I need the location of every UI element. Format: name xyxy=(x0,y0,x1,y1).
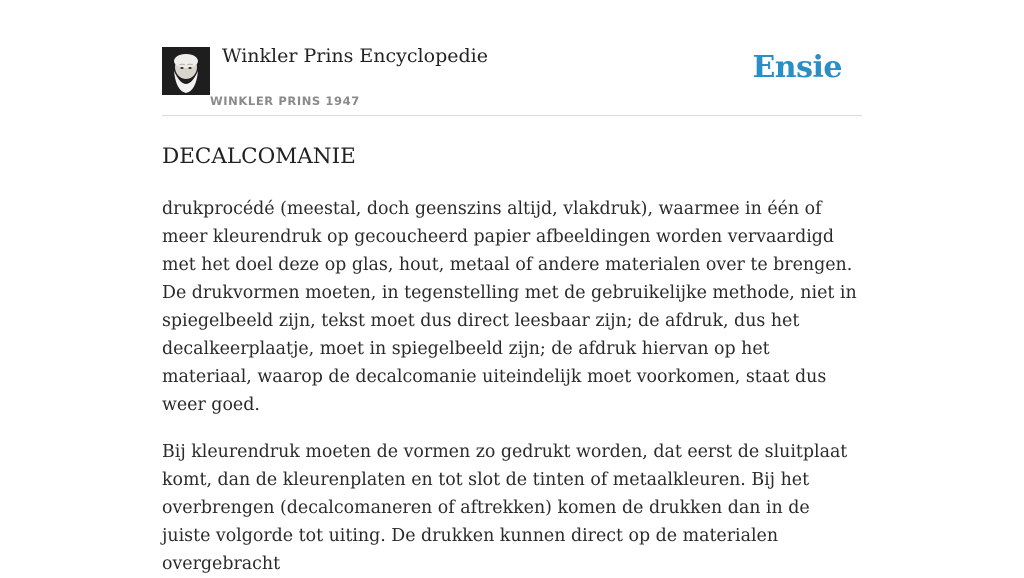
source-title[interactable]: Winkler Prins Encyclopedie xyxy=(222,45,488,67)
article-paragraph: drukprocédé (meestal, doch geenszins altijd, vlakdruk), waarmee in één of meer kleurendruk op gecoucheerd papier afbeeldingen worden vervaardigd met het doel deze op glas, hout, metaal of andere materialen over te brengen. De drukvormen moeten, in tegenstelling met de gebruikelijke methode, niet in spiegelbeeld zijn, tekst moet dus direct leesbaar zijn; de afdruk, dus het decalkeerplaatje, moet in spiegelbeeld zijn; de afdruk hiervan op het materiaal, waarop de decalcomanie uiteindelijk moet voorkomen, staat dus weer goed. xyxy=(162,199,857,415)
brand-logo[interactable]: Ensie xyxy=(752,50,842,85)
source-subtitle: WINKLER PRINS 1947 xyxy=(210,94,360,108)
article-title: DECALCOMANIE xyxy=(162,144,356,169)
source-header xyxy=(162,0,862,116)
content-column xyxy=(162,0,862,578)
bearded-man-portrait-icon xyxy=(162,47,210,95)
avatar[interactable] xyxy=(162,47,210,95)
article-paragraph: Bij kleurendruk moeten de vormen zo gedrukt worden, dat eerst de sluitplaat komt, dan de kleurenplaten en tot slot de tinten of metaalkleuren. Bij het overbrengen (decalcomaneren of aftrekken) komen de drukken dan in de juiste volgorde tot uiting. De drukken kunnen direct op de materialen overgebracht xyxy=(162,442,848,574)
